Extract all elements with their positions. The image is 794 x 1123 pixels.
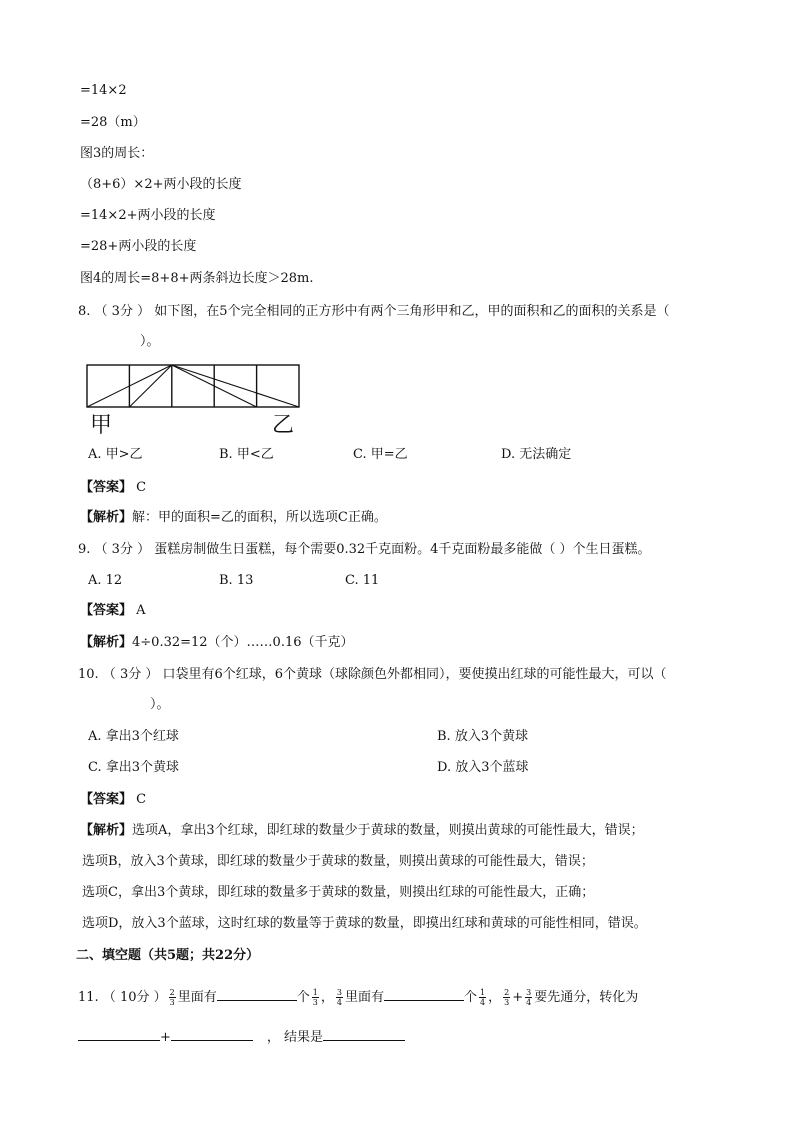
q11-prefix: 11. （ 10分 ）: [78, 990, 167, 1005]
triangle-lines: [87, 365, 299, 407]
text: 个: [463, 990, 477, 1005]
q8-option-a: A. 甲>乙: [88, 447, 143, 462]
answer-value: C: [136, 792, 147, 807]
answer-blank[interactable]: [217, 986, 297, 1001]
answer-value: C: [136, 480, 147, 495]
q9-option-a: A. 12: [88, 573, 123, 588]
fraction: $\frac{3}{4}$: [336, 988, 342, 1007]
q9-option-b: B. 13: [219, 573, 254, 588]
answer-label: 【答案】: [80, 792, 133, 807]
solution-line: 图3的周长：: [80, 146, 154, 161]
analysis-label: 【解析】: [80, 823, 133, 838]
question-8-stem-end: ）。: [140, 334, 160, 349]
q10-option-b: B. 放入3个黄球: [437, 729, 529, 744]
q8-answer: [80, 479, 146, 497]
analysis-line: 选项D，放入3个蓝球，这时红球的数量等于黄球的数量，即摸出红球和黄球的可能性相同，错误。: [82, 916, 647, 931]
question-11-line2: [78, 1026, 405, 1047]
q9-analysis: [80, 634, 354, 652]
q9-option-c: C. 11: [345, 573, 380, 588]
text: ，: [488, 990, 502, 1005]
fraction: $\frac{1}{4}$: [479, 988, 486, 1007]
solution-line: 图4的周长=8+8+两条斜边长度＞28m.: [80, 271, 314, 286]
label-yi: 乙: [272, 413, 295, 438]
text: ，: [320, 990, 334, 1005]
analysis-label: 【解析】: [80, 510, 133, 525]
text: ， 结果是: [266, 1030, 324, 1045]
solution-line: =14×2: [80, 83, 127, 98]
q10-analysis: [80, 822, 644, 840]
squares-triangles-figure: [84, 360, 304, 438]
answer-label: 【答案】: [80, 603, 133, 618]
analysis-line: 选项B，放入3个黄球，即红球的数量少于黄球的数量，则摸出黄球的可能性最大，错误；: [82, 854, 594, 869]
q8-option-b: B. 甲<乙: [219, 447, 274, 462]
analysis-label: 【解析】: [80, 635, 133, 650]
analysis-text: 4÷0.32=12（个）……0.16（千克）: [132, 635, 354, 650]
q8-analysis: [80, 509, 387, 527]
analysis-text: 选项A，拿出3个红球，即红球的数量少于黄球的数量，则摸出黄球的可能性最大，错误；: [132, 823, 644, 838]
fraction: $\frac{3}{4}$: [526, 988, 532, 1007]
q8-option-c: C. 甲=乙: [353, 447, 408, 462]
analysis-text: 解：甲的面积=乙的面积，所以选项C正确。: [132, 510, 387, 525]
question-9-stem: 9. （ 3分 ） 蛋糕房制做生日蛋糕，每个需要0.32千克面粉。4千克面粉最多能做（ ）个生日蛋糕。: [78, 542, 651, 557]
five-squares: [87, 365, 299, 407]
analysis-line: 选项C，拿出3个黄球，即红球的数量多于黄球的数量，则摸出红球的可能性最大，正确；: [82, 885, 595, 900]
q10-answer: [80, 791, 146, 809]
section-heading: 二、填空题（共5题；共22分）: [76, 948, 260, 963]
fraction: $\frac{1}{3}$: [312, 988, 318, 1007]
q9-answer: [80, 602, 146, 620]
answer-blank[interactable]: [78, 1026, 160, 1041]
solution-line: （8+6）×2+两小段的长度: [80, 177, 242, 192]
text: 个: [296, 990, 310, 1005]
text: +: [160, 1030, 171, 1045]
solution-line: =14×2+两小段的长度: [80, 208, 216, 223]
solution-line: =28+两小段的长度: [80, 239, 197, 254]
question-10-stem: 10. （ 3分 ） 口袋里有6个红球，6个黄球（球除颜色外都相同），要使摸出红球的可能性最大，可以（: [78, 667, 667, 682]
answer-label: 【答案】: [80, 480, 133, 495]
answer-blank[interactable]: [323, 1026, 405, 1041]
solution-line: =28（m）: [80, 115, 146, 130]
question-11-stem: [78, 986, 638, 1009]
text: +: [512, 990, 524, 1005]
answer-value: A: [136, 603, 146, 618]
q8-option-d: D. 无法确定: [501, 447, 572, 462]
text: 里面有: [177, 990, 217, 1005]
question-8-stem: 8. （ 3分 ） 如下图，在5个完全相同的正方形中有两个三角形甲和乙，甲的面积和乙的面积的关系是（: [78, 304, 670, 319]
q10-option-d: D. 放入3个蓝球: [437, 760, 529, 775]
q10-option-c: C. 拿出3个黄球: [88, 760, 180, 775]
text: 要先通分，转化为: [534, 990, 639, 1005]
q10-option-a: A. 拿出3个红球: [88, 729, 179, 744]
label-jia: 甲: [90, 413, 113, 438]
answer-blank[interactable]: [384, 986, 464, 1001]
answer-blank[interactable]: [171, 1026, 253, 1041]
fraction: $\frac{2}{3}$: [169, 988, 175, 1007]
fraction: $\frac{2}{3}$: [504, 988, 510, 1007]
question-10-stem-end: ）。: [150, 697, 170, 712]
text: 里面有: [344, 990, 384, 1005]
